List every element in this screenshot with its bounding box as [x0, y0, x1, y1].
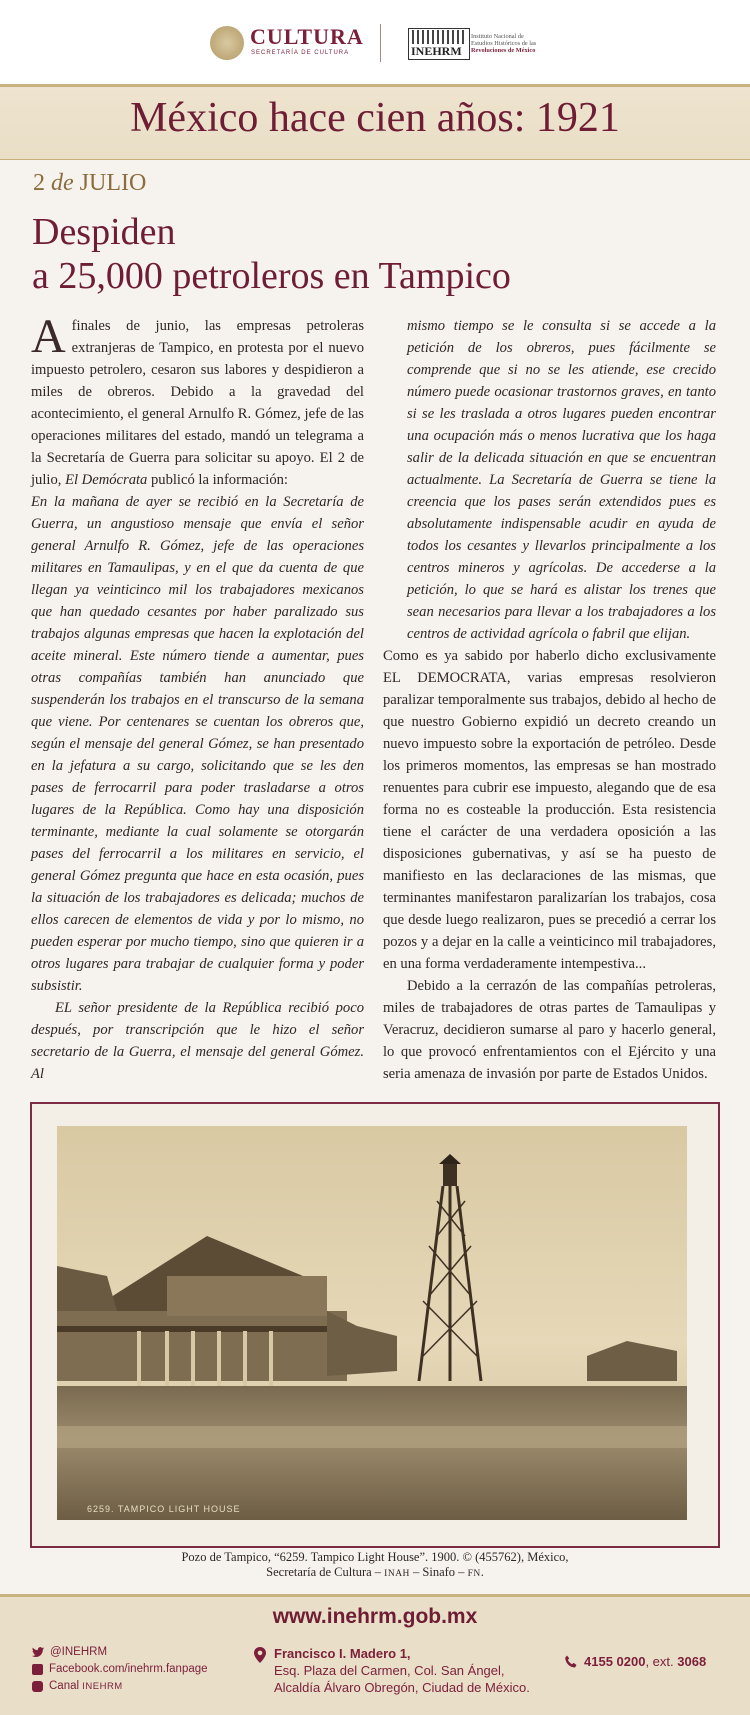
date-connector: de — [51, 170, 74, 196]
location-pin-icon — [254, 1647, 266, 1663]
intro-end: publicó la información: — [147, 472, 288, 488]
article-headline — [32, 210, 722, 298]
phone-icon — [564, 1655, 578, 1669]
tampico-lighthouse-photo — [57, 1126, 687, 1520]
social-links — [32, 1644, 208, 1695]
quote-paragraph-2-start: EL señor presidente de la República recibió poco después, por transcripción que le hizo el señor secretario de la Guerra, el mensaje del general Gómez. Al — [31, 1000, 364, 1082]
address-street: Francisco I. Madero 1, — [274, 1646, 411, 1661]
cultura-logo-subtitle: SECRETARÍA DE CULTURA — [251, 50, 350, 56]
headline-line-2: a 25,000 petroleros en Tampico — [32, 255, 511, 297]
inehrm-description — [471, 33, 551, 54]
article-date — [33, 170, 146, 197]
cultura-seal-icon — [210, 26, 244, 60]
caption-end: . — [480, 1565, 484, 1579]
twitter-handle: @INEHRM — [50, 1646, 108, 1658]
article-column-left — [31, 310, 364, 1085]
newspaper-name: El Demócrata — [65, 472, 148, 488]
facebook-icon — [32, 1664, 43, 1675]
twitter-link[interactable] — [32, 1644, 208, 1661]
address-line-3: Alcaldía Álvaro Obregón, Ciudad de México. — [274, 1680, 530, 1695]
caption-line-2-start: Secretaría de Cultura – — [266, 1565, 385, 1579]
website-link[interactable]: www.inehrm.gob.mx — [272, 1605, 478, 1628]
inehrm-desc-line3: Revoluciones de México — [471, 47, 536, 54]
photo-caption — [60, 1550, 690, 1582]
cultura-logo-text: CULTURA — [250, 24, 364, 49]
photo-inscription: 6259. TAMPICO LIGHT HOUSE — [87, 1504, 241, 1514]
youtube-channel: INEHRM — [82, 1681, 123, 1692]
youtube-prefix: Canal — [49, 1680, 83, 1692]
page-title: México hace cien años: 1921 — [130, 95, 620, 141]
phone-number[interactable] — [584, 1654, 706, 1669]
intro-paragraph — [31, 310, 364, 491]
body-paragraph-3: Como es ya sabido por haberlo dicho exclusivamente EL DEMOCRATA, varias empresas resolvieron paralizar temporalmente sus trabajos, debido al hecho de que nuestro Gobierno expidió un decreto creando un nuevo impuesto sobre la exportación de petróleo. Desde los primeros momentos, las empresas se han mostrado renuentes para cubrir ese impuesto, alegando que de esa forma no es costeable la producción. Esta resistencia tiene el carácter de una verdadera oposición a las disposiciones gubernativas, y así se ha puesto de manifiesto en las declaraciones de las mismas, que terminantes manifestaron paralizarían los trabajos, cosa que desde luego realizaron, pues se precedió a cerrar los pozos y a dejar en la calle a veinticinco mil trabajadores, en una forma verdaderamente intempestiva... — [383, 648, 716, 972]
inehrm-logo-text: INEHRM — [411, 44, 462, 58]
inehrm-desc-line1: Instituto Nacional de — [471, 33, 524, 40]
caption-line-1: Pozo de Tampico, “6259. Tampico Light House”. 1900. © (455762), México, — [181, 1550, 569, 1564]
intro-text: finales de junio, las empresas petroleras extranjeras de Tampico, en protesta por el nuevo impuesto petrolero, cesaron sus labores y despidieron a miles de obreros. Debido a la gravedad del acontecimiento, el general Arnulfo R. Gómez, jefe de las operaciones militares del estado, mandó un telegrama a la Secretaría de Guerra para solicitar su apoyo. El 2 de julio, — [31, 318, 364, 488]
drop-cap: A — [31, 310, 66, 363]
facebook-link[interactable] — [32, 1661, 208, 1678]
address — [274, 1645, 530, 1696]
quote-paragraph-2-end: mismo tiempo se le consulta si se accede a la petición de los obreros, pues fácilmente se comprende que si no se les atiende, ese crecido número puede ocasionar trastornos graves, en tanto si se les traslada a otros lugares pueden encontrar una ocupación más o menos lucrativa que los haga salir de la delicada situación en que se encuentran actualmente. La Secretaría de Guerra se tiene la creencia que los pases serán extendidos pues es absolutamente indispensable acudir en ayuda de todos los cesantes y llevarlos principalmente a los centros mineros y agrícolas. De accederse a la petición, lo que se hará es alistar los trenes que sean necesarios para llevar a los trabajadores a los centros de actividad agrícola o fabril que elijan. — [407, 318, 716, 642]
quote-paragraph-1: En la mañana de ayer se recibió en la Secretaría de Guerra, un angustioso mensaje que envía el señor general Arnulfo R. Gómez, jefe de las operaciones militares en Tamaulipas, y en el que da cuenta de que llegan ya veinticinco mil los trabajadores mexicanos que han quedado cesantes por haber paralizado sus trabajos algunas empresas que hacen la explotación del aceite mineral. Este número tiende a aumentar, pues otras compañías también han anunciado que suspenderán los trabajos en el transcurso de la semana que viene. Por centenares se cuentan los obreros que, según el mensaje del general Gómez, se han presentado en la jefatura a su cargo, solicitando que se les den pases de ferrocarril para poder trasladarse a otros lugares de la República. Como hay una disposición terminante, mediante la cual solamente se otorgarán pases del ferrocarril a los militares en servicio, el general Gómez pregunta que hace en esta ocasión, pues la situación de los trabajadores es delicada; muchos de ellos carecen de elementos de vida y por lo mismo, no pueden esperar por mucho tiempo, sino que quieren ir a otros lugares para trabajar de cualquier forma y poder subsistir. — [31, 494, 364, 994]
article-column-right — [383, 315, 716, 1085]
phone-ext-label: , ext. — [645, 1654, 678, 1669]
logo-divider — [380, 24, 381, 62]
address-line-2: Esq. Plaza del Carmen, Col. San Ángel, — [274, 1663, 505, 1678]
youtube-link[interactable] — [32, 1678, 208, 1695]
caption-line-2-mid: – Sinafo – — [409, 1565, 468, 1579]
caption-fn: FN — [467, 1569, 481, 1579]
youtube-icon — [32, 1681, 43, 1692]
inehrm-building-icon — [412, 30, 464, 44]
phone-main: 4155 0200 — [584, 1654, 646, 1669]
phone-ext: 3068 — [677, 1654, 707, 1669]
caption-inah: INAH — [384, 1569, 410, 1579]
header-logos — [0, 0, 750, 84]
facebook-url: Facebook.com/inehrm.fanpage — [49, 1663, 208, 1675]
headline-line-1: Despiden — [32, 211, 176, 253]
caption-line-2 — [60, 1565, 690, 1582]
date-month: JULIO — [79, 170, 147, 196]
body-paragraph-4: Debido a la cerrazón de las compañías petroleras, miles de trabajadores de otras partes de Tamaulipas y Veracruz, decidieron sumarse al paro y hacerlo general, lo que provocó enfrentamientos con el Ejército y una seria amenaza de invasión por parte de Estados Unidos. — [383, 978, 716, 1082]
youtube-label — [49, 1678, 123, 1695]
twitter-icon — [32, 1647, 44, 1658]
inehrm-desc-line2: Estudios Históricos de las — [471, 40, 537, 47]
date-day: 2 — [33, 170, 45, 196]
